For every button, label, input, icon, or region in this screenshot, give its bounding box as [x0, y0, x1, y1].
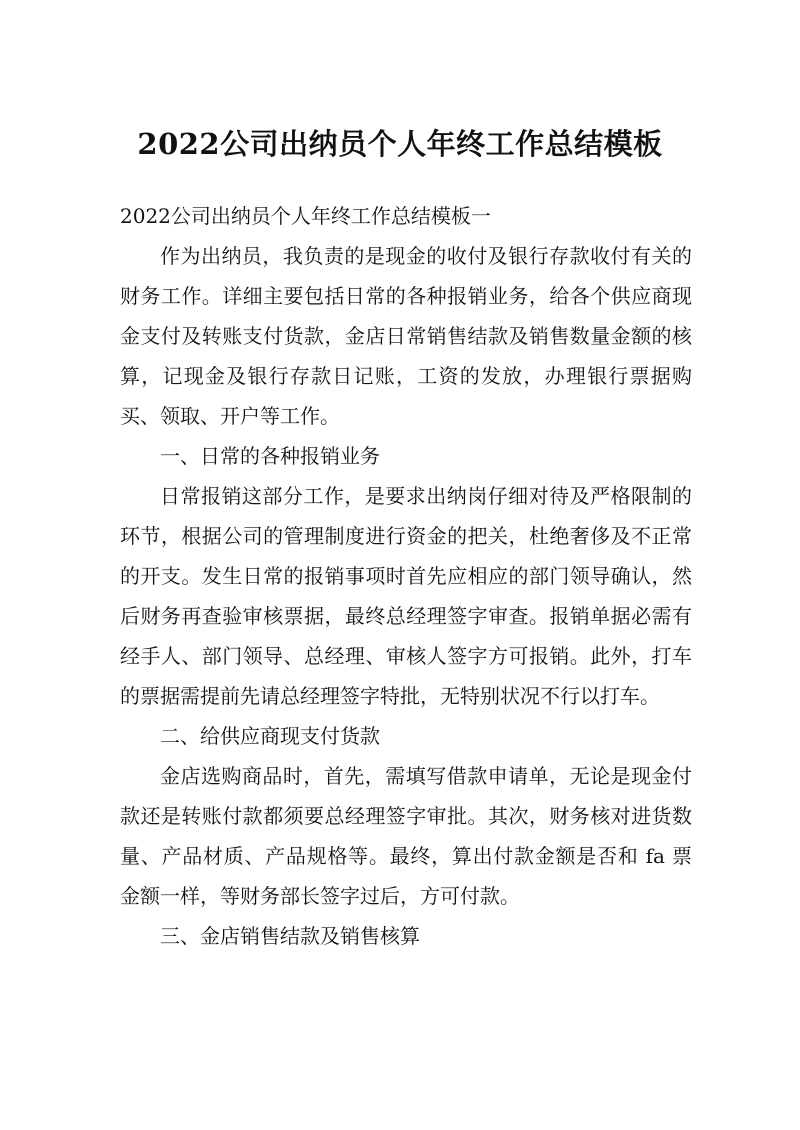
document-subtitle: 2022公司出纳员个人年终工作总结模板一 [120, 204, 491, 228]
section-heading-2: 二、给供应商现支付货款 [160, 724, 380, 748]
section-heading-1: 一、日常的各种报销业务 [160, 444, 380, 468]
section-body-2: 金店选购商品时，首先，需填写借款申请单，无论是现金付款还是转账付款都须要总经理签字审批。其次，财务核对进货数量、产品材质、产品规格等。最终，算出付款金额是否和 fa 票金额一样，等财务部长签字过后，方可付款。 [120, 764, 692, 908]
section-heading-3: 三、金店销售结款及销售核算 [160, 924, 420, 948]
document-body [120, 196, 692, 956]
intro-paragraph: 作为出纳员，我负责的是现金的收付及银行存款收付有关的财务工作。详细主要包括日常的各种报销业务，给各个供应商现金支付及转账支付货款，金店日常销售结款及销售数量金额的核算，记现金及银行存款日记账，工资的发放，办理银行票据购买、领取、开户等工作。 [120, 244, 692, 428]
section-body-1: 日常报销这部分工作，是要求出纳岗仔细对待及严格限制的环节，根据公司的管理制度进行资金的把关，杜绝奢侈及不正常的开支。发生日常的报销事项时首先应相应的部门领导确认，然后财务再查验审核票据，最终总经理签字审查。报销单据必需有经手人、部门领导、总经理、审核人签字方可报销。此外，打车的票据需提前先请总经理签字特批，无特别状况不行以打车。 [120, 484, 692, 708]
document-title: 2022公司出纳员个人年终工作总结模板 [137, 127, 663, 161]
